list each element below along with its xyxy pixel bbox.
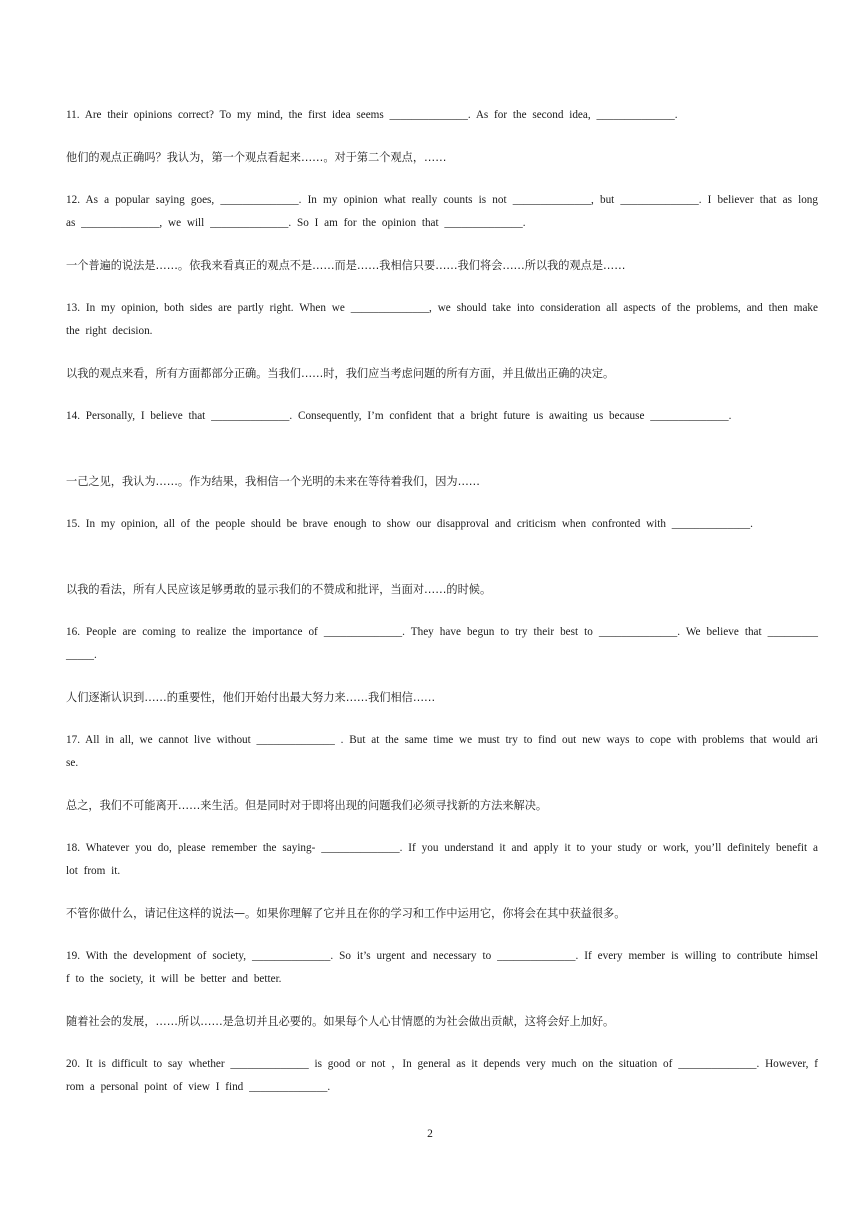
item-text: 19. With the development of society, ______________. So it’s urgent and necessary to ______________. If every member is willing to contribute himself to the society, it will be better and better. bbox=[66, 950, 818, 985]
item-16-chinese: 人们逐渐认识到……的重要性，他们开始付出最大努力来……我们相信…… bbox=[66, 691, 436, 704]
item-text: 13. In my opinion, both sides are partly right. When we ______________, we should take into consideration all aspects of the problems, and then make the right decision. bbox=[66, 302, 818, 337]
item-15-english bbox=[66, 513, 818, 536]
item-12-chinese: 一个普遍的说法是……。依我来看真正的观点不是……而是……我相信只要……我们将会……所以我的观点是…… bbox=[66, 259, 626, 272]
item-text: 14. Personally, I believe that ______________. Consequently, I’m confident that a bright future is awaiting us because ______________. bbox=[66, 410, 732, 422]
item-text: 11. Are their opinions correct? To my mind, the first idea seems ______________. As for the second idea, ______________. bbox=[66, 109, 678, 121]
page-number: 2 bbox=[427, 1128, 433, 1140]
item-text: 16. People are coming to realize the importance of ______________. They have begun to try their best to ______________. We believe that ______________. bbox=[66, 626, 818, 661]
item-13-chinese: 以我的观点来看，所有方面都部分正确。当我们……时，我们应当考虑问题的所有方面，并且做出正确的决定。 bbox=[66, 367, 615, 380]
item-17-chinese: 总之，我们不可能离开……来生活。但是同时对于即将出现的问题我们必须寻找新的方法来解决。 bbox=[66, 799, 548, 812]
item-12-english bbox=[66, 189, 818, 235]
item-18-english bbox=[66, 837, 818, 883]
item-text: 20. It is difficult to say whether ______________ is good or not ，In general as it depends very much on the situation of ______________. However, from a personal point of view I find ______________. bbox=[66, 1058, 818, 1093]
item-17-english bbox=[66, 729, 818, 775]
item-16-english bbox=[66, 621, 818, 667]
item-text: 12. As a popular saying goes, ______________. In my opinion what really counts is not ______________, but ______________. I believer that as long as ______________, we will ______________. So I am for the opinion that ______________. bbox=[66, 194, 818, 229]
item-18-chinese: 不管你做什么，请记住这样的说法—。如果你理解了它并且在你的学习和工作中运用它，你将会在其中获益很多。 bbox=[66, 907, 626, 920]
item-14-english bbox=[66, 405, 818, 428]
item-19-chinese: 随着社会的发展，……所以……是急切并且必要的。如果每个人心甘情愿的为社会做出贡献，这将会好上加好。 bbox=[66, 1015, 615, 1028]
item-13-english bbox=[66, 297, 818, 343]
item-19-english bbox=[66, 945, 818, 991]
item-text: 17. All in all, we cannot live without ______________ . But at the same time we must try to find out new ways to cope with problems that would arise. bbox=[66, 734, 818, 769]
item-20-english bbox=[66, 1053, 818, 1099]
item-15-chinese: 以我的看法，所有人民应该足够勇敢的显示我们的不赞成和批评，当面对……的时候。 bbox=[66, 583, 492, 596]
item-text: 18. Whatever you do, please remember the saying- ______________. If you understand it and apply it to your study or work, you’ll definitely benefit a lot from it. bbox=[66, 842, 818, 877]
item-14-chinese: 一己之见，我认为……。作为结果，我相信一个光明的未来在等待着我们，因为…… bbox=[66, 475, 480, 488]
item-text: 15. In my opinion, all of the people should be brave enough to show our disapproval and criticism when confronted with ______________. bbox=[66, 518, 753, 530]
item-11-english bbox=[66, 104, 818, 127]
item-11-chinese: 他们的观点正确吗？我认为，第一个观点看起来……。对于第二个观点，…… bbox=[66, 151, 447, 164]
